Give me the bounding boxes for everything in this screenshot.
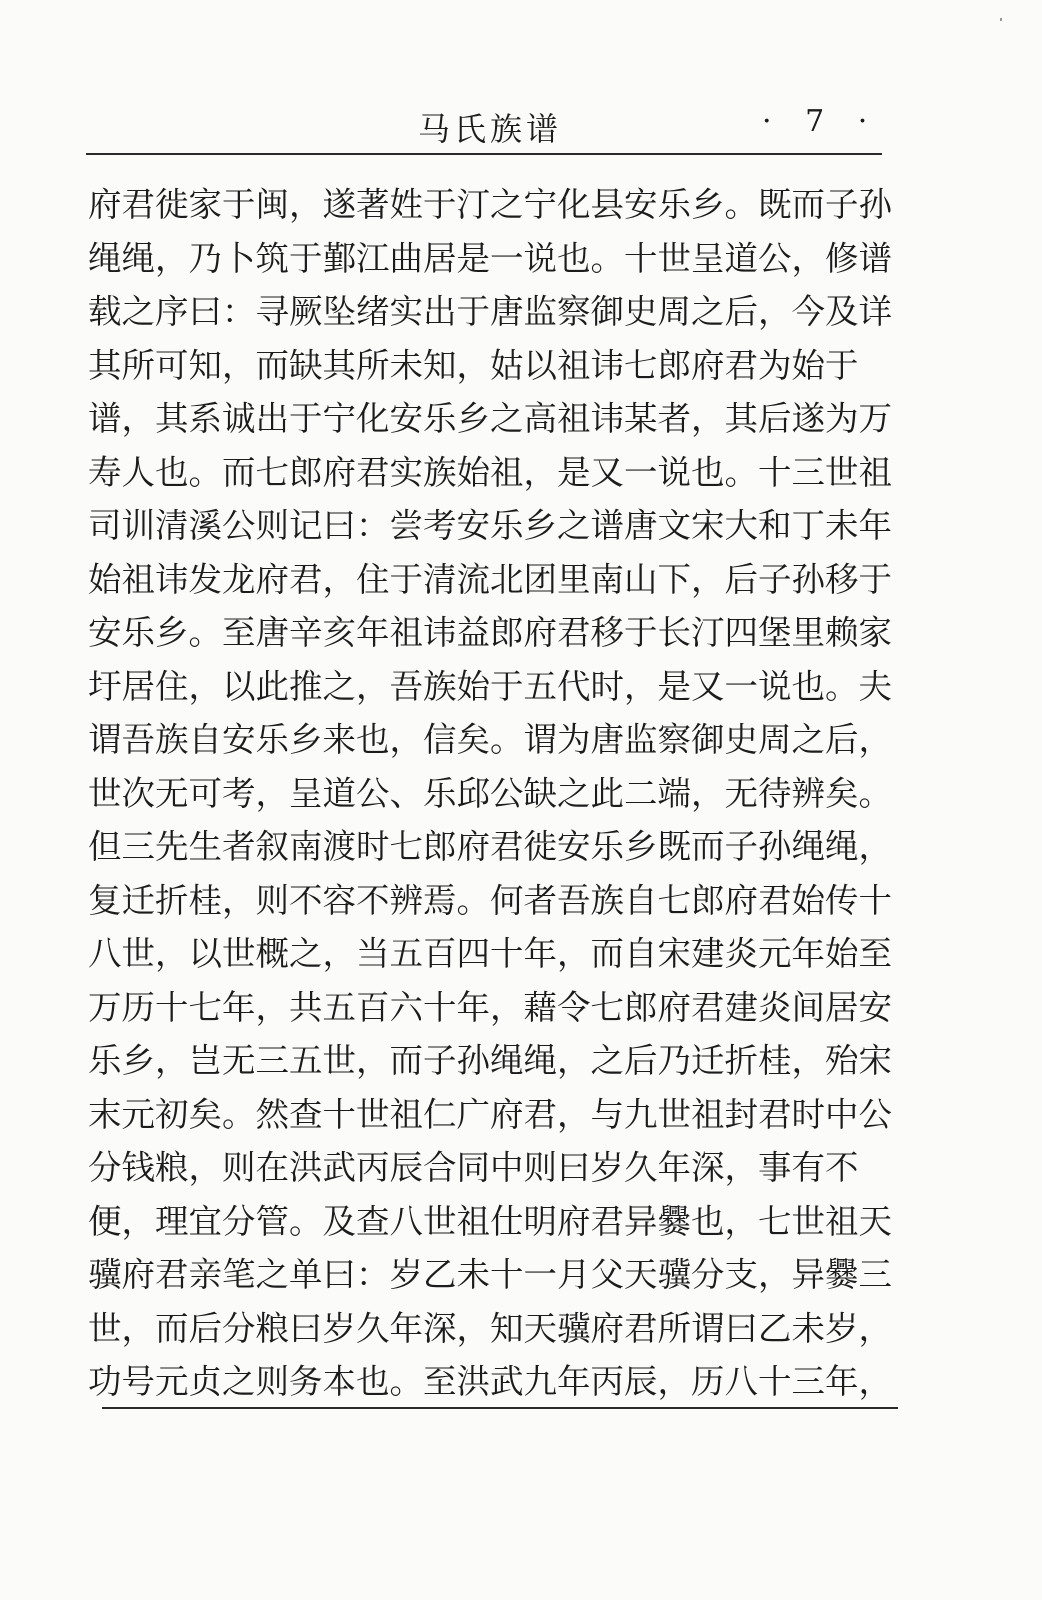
text-line: 便，理宜分管。及查八世祖仕明府君异爨也，七世祖天 [88,1201,892,1241]
text-line: 府君徙家于闽，遂著姓于汀之宁化县安乐乡。既而子孙 [88,185,892,224]
text-line: 司训清溪公则记曰：尝考安乐乡之谱唐文宋大和丁未年 [88,506,892,545]
text-line: 末元初矣。然查十世祖仁广府君，与九世祖封君时中公 [88,1094,892,1134]
text-line: 八世，以世概之，当五百四十年，而自宋建炎元年始至 [88,934,892,973]
text-line: 其所可知，而缺其所未知，姑以祖讳七郎府君为始于 [88,345,859,385]
header-rule [86,153,882,155]
text-line: 谱，其系诚出于宁化安乐乡之高祖讳某者，其后遂为万 [88,399,892,438]
running-header-title: 马氏族谱 [418,110,563,148]
body-text [88,178,908,1409]
text-line: 万历十七年，共五百六十年，藉令七郎府君建炎间居安 [88,987,892,1027]
text-line: 谓吾族自安乐乡来也，信矣。谓为唐监察御史周之后， [88,720,892,759]
page-number: · 7 · [762,104,880,139]
text-line: 乐乡，岂无三五世，而子孙绳绳，之后乃迁折桂，殆宋 [88,1041,892,1080]
text-line: 始祖讳发龙府君，住于清流北团里南山下，后子孙移于 [88,559,892,599]
text-line: 但三先生者叙南渡时七郎府君徙安乐乡既而子孙绳绳， [88,827,892,866]
scan-speck [1000,18,1002,21]
text-line: 功号元贞之则务本也。至洪武九年丙辰，历八十三年， [88,1362,892,1401]
text-line: 世，而后分粮曰岁久年深，知天骥府君所谓曰乙未岁， [88,1308,892,1348]
text-line: 世次无可考，呈道公、乐邱公缺之此二端，无待辨矣。 [88,773,892,813]
text-line: 寿人也。而七郎府君实族始祖，是又一说也。十三世祖 [88,452,892,492]
text-line: 圩居住，以此推之，吾族始于五代时，是又一说也。夫 [88,666,892,706]
text-line: 复迁折桂，则不容不辨焉。何者吾族自七郎府君始传十 [88,880,892,920]
text-line: 载之序曰：寻厥坠绪实出于唐监察御史周之后，今及详 [88,292,892,331]
footer-rule [102,1407,898,1409]
text-line: 安乐乡。至唐辛亥年祖讳益郎府君移于长汀四堡里赖家 [88,613,892,652]
text-line: 分钱粮，则在洪武丙辰合同中则曰岁久年深，事有不 [88,1148,859,1187]
text-line: 骥府君亲笔之单曰：岁乙未十一月父天骥分支，异爨三 [88,1255,892,1294]
text-line: 绳绳，乃卜筑于鄞江曲居是一说也。十世呈道公，修谱 [88,238,892,278]
